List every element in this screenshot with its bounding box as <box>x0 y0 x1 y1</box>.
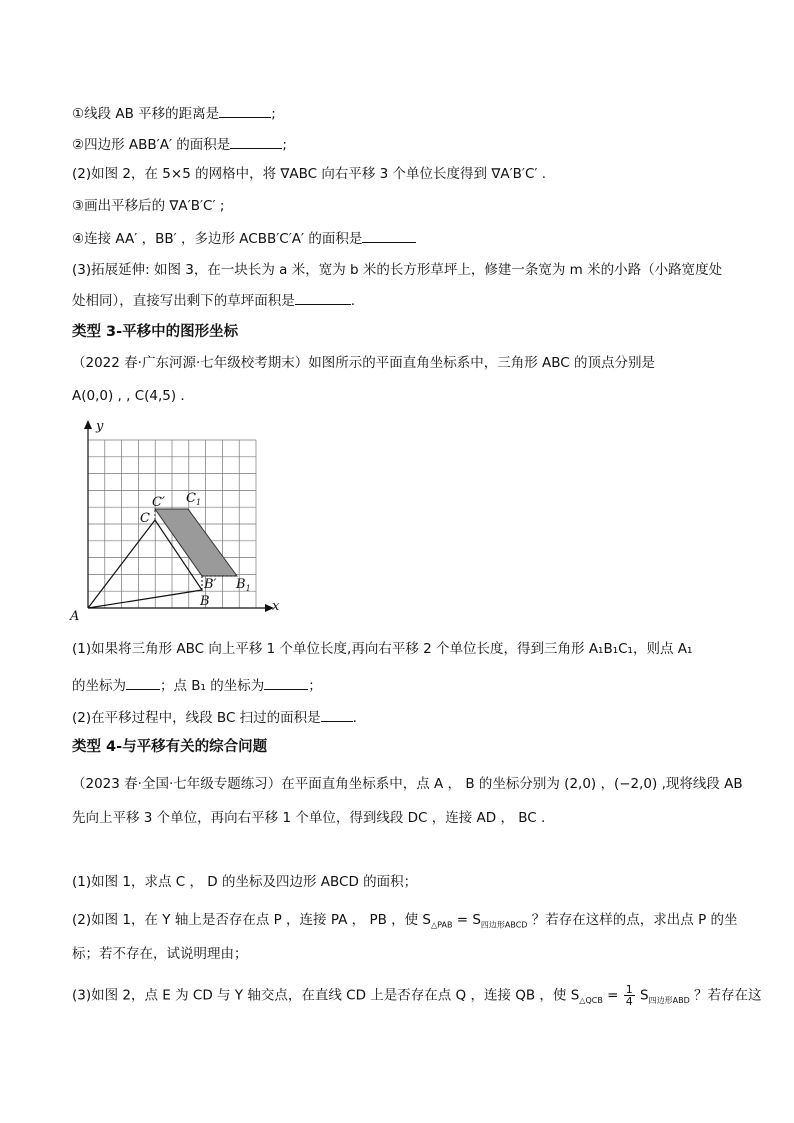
line-extension-1: (3)拓展延伸: 如图 3，在一块长为 a 米，宽为 b 米的长方形草坪上，修建一条宽为 m 米的小路（小路宽度处 <box>72 262 723 278</box>
label-x: x <box>272 599 280 614</box>
problem4-part2-line2: 标；若不存在，试说明理由； <box>72 946 248 962</box>
fraction-one-quarter: $\frac{1}{4}$ <box>625 983 633 1008</box>
answer-blank[interactable] <box>362 228 416 243</box>
q2-text: ②四边形 ABB′A′ 的面积是 <box>72 137 231 153</box>
answer-blank[interactable] <box>219 103 271 118</box>
y-arrow <box>84 420 92 429</box>
section-heading-type3: 类型 3-平移中的图形坐标 <box>72 324 239 340</box>
label-c1: $C_1$ <box>186 491 202 507</box>
problem4-part3: (3)如图 2，点 E 为 CD 与 Y 轴交点，在直线 CD 上是否存在点 Q ，连接 QB ，使 $S_{\triangle QCB}$ = $\frac{1}{4}$ $S_{四边形ABD}$ ？若存在这 <box>72 983 762 1008</box>
line-draw-triangle: ③画出平移后的 ∇A′B′C′ ; <box>72 198 225 214</box>
label-b: B <box>200 594 210 609</box>
answer-blank[interactable] <box>264 675 308 690</box>
question-2: (2)在平移过程中，线段 BC 扫过的面积是 . <box>72 707 357 728</box>
label-c-prime: C′ <box>152 495 165 510</box>
line-extension-2: 处相同），直接写出剩下的草坪面积是 . <box>72 290 355 311</box>
answer-blank[interactable] <box>230 134 282 149</box>
coordinate-graph <box>60 410 290 630</box>
label-b1: $B_1$ <box>236 577 251 593</box>
problem4-intro-2: 先向上平移 3 个单位，再向右平移 1 个单位，得到线段 DC ，连接 AD ， BC . <box>72 810 546 826</box>
label-b-prime: B′ <box>204 577 217 592</box>
question-1-line-2: 的坐标为 ；点 B₁ 的坐标为 ； <box>72 675 322 696</box>
problem4-intro-1: （2023 春·全国·七年级专题练习）在平面直角坐标系中，点 A ， B 的坐标分别为 (2,0) ，(−2,0) ,现将线段 AB <box>72 776 743 792</box>
line-polygon-area: ④连接 AA′ ，BB′ ，多边形 ACBB′C′A′ 的面积是 <box>72 228 416 249</box>
problem-vertices: A(0,0) , , C(4,5) . <box>72 388 185 404</box>
label-a: A <box>70 609 80 624</box>
answer-blank[interactable] <box>321 707 353 722</box>
line-q1-distance: ①线段 AB 平移的距离是 ; <box>72 103 276 124</box>
swept-area <box>155 509 237 576</box>
label-y: y <box>96 419 104 434</box>
problem-intro: （2022 春·广东河源·七年级校考期末）如图所示的平面直角坐标系中，三角形 ABC 的顶点分别是 <box>72 355 655 371</box>
answer-blank[interactable] <box>295 290 351 305</box>
problem4-part1: (1)如图 1，求点 C ， D 的坐标及四边形 ABCD 的面积； <box>72 874 418 890</box>
label-c: C <box>140 511 150 526</box>
question-1-line-1: (1)如果将三角形 ABC 向上平移 1 个单位长度,再向右平移 2 个单位长度，得到三角形 A₁B₁C₁，则点 A₁ <box>72 641 693 657</box>
q1-text: ①线段 AB 平移的距离是 <box>72 106 220 122</box>
section-heading-type4: 类型 4-与平移有关的综合问题 <box>72 739 268 755</box>
problem4-part2-line1: (2)如图 1，在 Y 轴上是否存在点 P ，连接 PA ， PB ，使 $S_{\triangle PAB} = S_{四边形ABCD}$ ？若存在这样的点，求出点 P 的坐 <box>72 912 738 930</box>
line-part2-intro: (2)如图 2，在 5×5 的网格中，将 ∇ABC 向右平移 3 个单位长度得到 ∇A′B′C′ . <box>72 166 547 182</box>
line-q2-area: ②四边形 ABB′A′ 的面积是 ; <box>72 134 287 155</box>
answer-blank[interactable] <box>126 675 160 690</box>
